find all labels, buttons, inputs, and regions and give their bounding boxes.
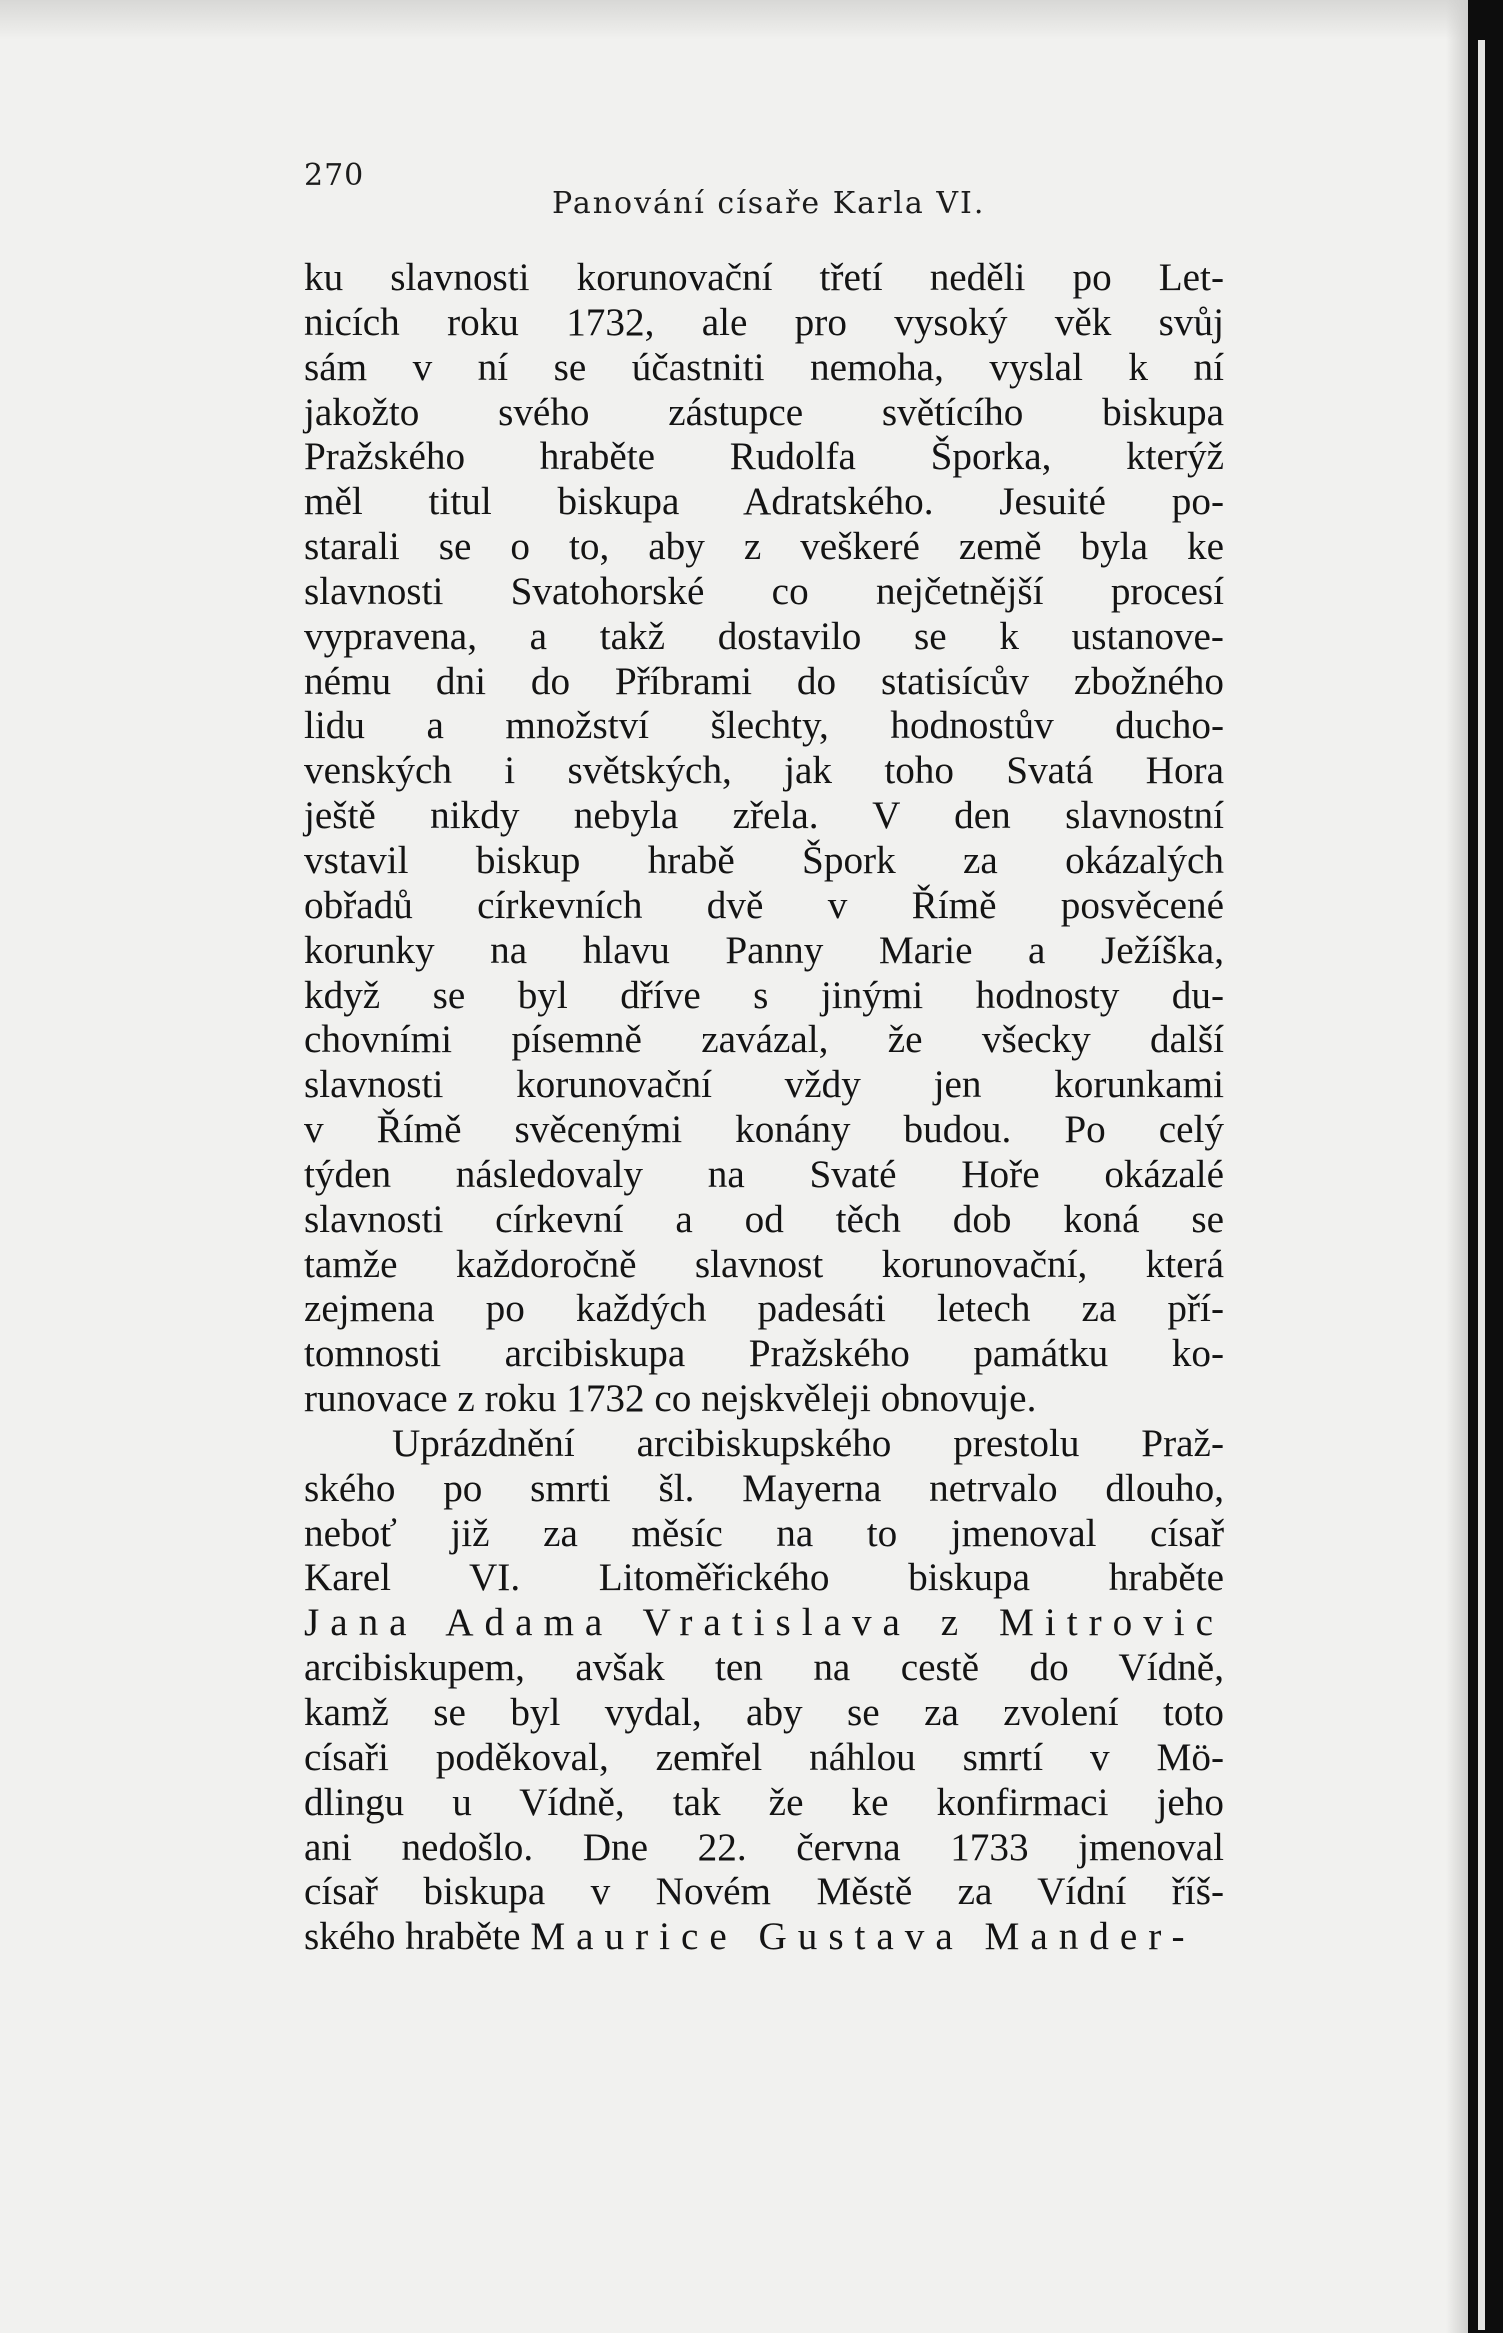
text-line: vstavil biskup hrabě Špork za okázalých [304,838,1224,882]
text-line: ještě nikdy nebyla zřela. V den slavnostní [304,794,1224,838]
text-line: jakožto svého zástupce světícího biskupa [304,390,1224,434]
text-line: ského po smrti šl. Mayerna netrvalo dlouho, [304,1466,1224,1510]
paragraph-end-line: runovace z roku 1732 co nejskvěleji obnovuje. [304,1377,1037,1421]
text-line: Pražského hraběte Rudolfa Šporka, kterýž [304,435,1224,479]
text-line: zejmena po každých padesáti letech za pří- [304,1287,1224,1331]
text-line: slavnosti církevní a od těch dob koná se [304,1197,1224,1241]
text-line: neboť již za měsíc na to jmenoval císař [304,1511,1224,1555]
text-line: měl titul biskupa Adratského. Jesuité po- [304,480,1224,524]
text-line: obřadů církevních dvě v Římě posvěcené [304,883,1224,927]
line-lead: ského hraběte [304,1915,531,1959]
text-line: arcibiskupem, avšak ten na cestě do Vídně, [304,1646,1224,1690]
text-line: ani nedošlo. Dne 22. června 1733 jmenoval [304,1825,1224,1869]
text-line: dlingu u Vídně, tak že ke konfirmaci jeho [304,1780,1224,1824]
text-line: slavnosti Svatohorské co nejčetnější procesí [304,569,1224,613]
text-line: vypravena, a takž dostavilo se k ustanove- [304,614,1224,658]
text-line: v Římě svěcenými konány budou. Po celý [304,1108,1224,1152]
text-line [304,1915,1224,1960]
text-line: týden následovaly na Svaté Hoře okázalé [304,1152,1224,1196]
text-line: Karel VI. Litoměřického biskupa hraběte [304,1556,1224,1600]
text-line: slavnosti korunovační vždy jen korunkami [304,1063,1224,1107]
spaced-name: Maurice Gustava Mander- [530,1915,1196,1959]
text-line: kamž se byl vydal, aby se za zvolení toto [304,1691,1224,1734]
text-line: ku slavnosti korunovační třetí neděli po Let- [304,256,1224,299]
text-line: nému dni do Příbrami do statisícův zbožného [304,659,1224,703]
page-number: 270 [304,158,365,193]
book-spine [1468,0,1503,2333]
page-header [304,158,1244,228]
text-line: sám v ní se účastniti nemoha, vyslal k ní [304,345,1224,389]
text-line: nicích roku 1732, ale pro vysoký věk svůj [304,300,1224,344]
running-title: Panování císaře Karla VI. [552,186,986,221]
text-line: chovními písemně zavázal, že všecky další [304,1018,1224,1062]
text-line: venských i světských, jak toho Svatá Hora [304,749,1224,793]
text-line: starali se o to, aby z veškeré země byla ke [304,525,1224,569]
body-text [304,256,1224,1960]
paragraph-start-line: Uprázdnění arcibiskupského prestolu Praž- [392,1421,1224,1465]
text-line: tamže každoročně slavnost korunovační, která [304,1242,1224,1286]
spaced-name-line: Jana Adama Vratislava z Mitrovic [304,1601,1224,1645]
next-page-edge [1478,40,1485,2330]
text-line: lidu a množství šlechty, hodnostův ducho- [304,704,1224,748]
text-line: císař biskupa v Novém Městě za Vídní říš- [304,1870,1224,1914]
text-line: korunky na hlavu Panny Marie a Ježíška, [304,928,1224,972]
text-line: když se byl dříve s jinými hodnosty du- [304,973,1224,1017]
text-line: císaři poděkoval, zemřel náhlou smrtí v Mö- [304,1735,1224,1779]
text-line: tomnosti arcibiskupa Pražského památku ko- [304,1332,1224,1376]
